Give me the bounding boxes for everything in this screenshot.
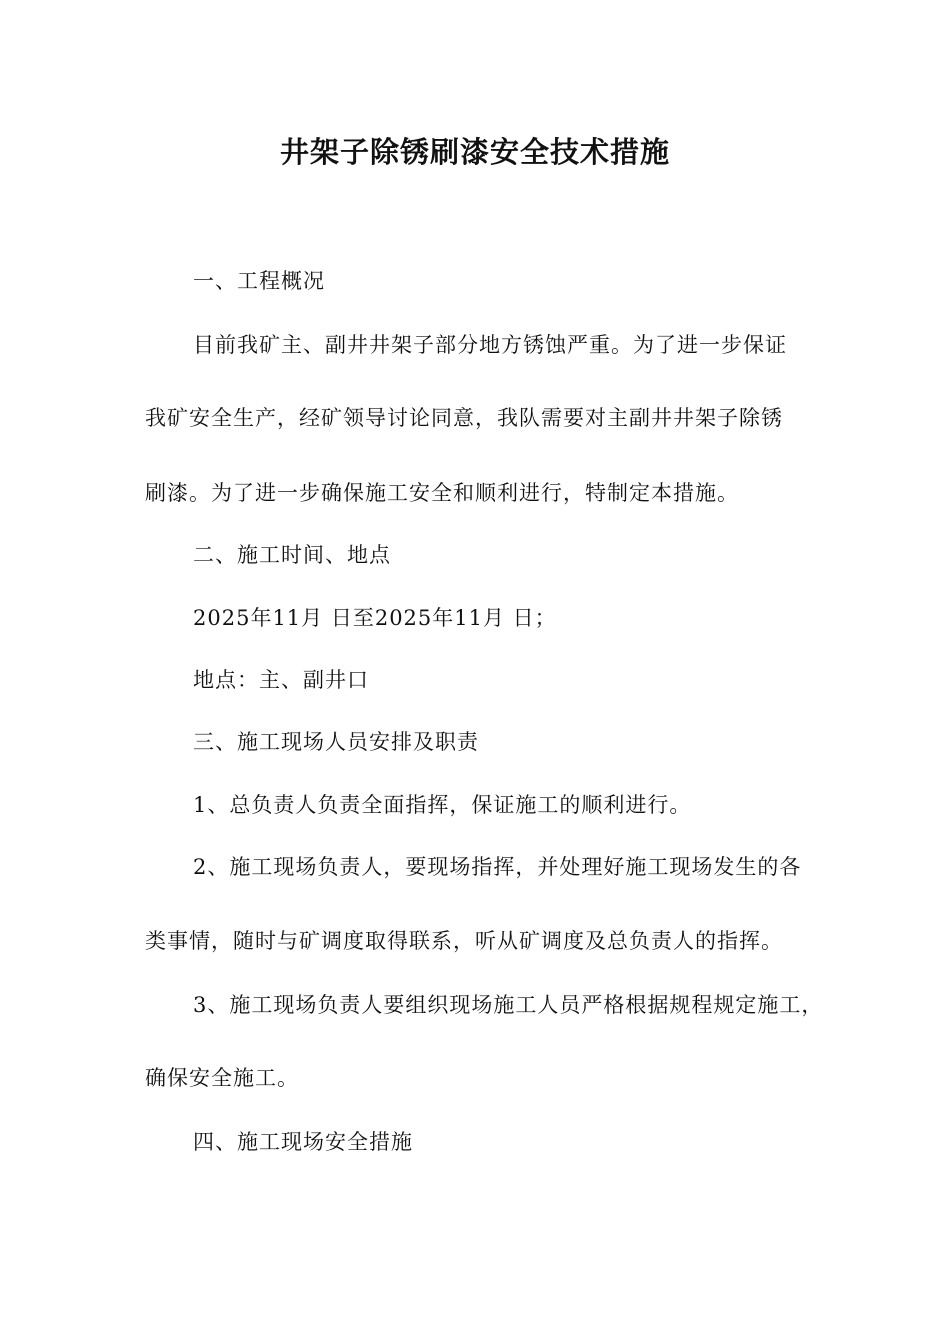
list-item: 1、总负责人负责全面指挥，保证施工的顺利进行。 [193,793,692,817]
section-heading-safety: 四、施工现场安全措施 [193,1130,413,1154]
paragraph-line: 刷漆。为了进一步确保施工安全和顺利进行，特制定本措施。 [145,481,739,505]
document-title: 井架子除锈刷漆安全技术措施 [279,135,670,169]
section-heading-overview: 一、工程概况 [193,269,325,293]
list-item: 2、施工现场负责人，要现场指挥，并处理好施工现场发生的各 [193,855,802,879]
paragraph-line: 类事情，随时与矿调度取得联系，听从矿调度及总负责人的指挥。 [145,929,783,953]
paragraph-line: 目前我矿主、副井井架子部分地方锈蚀严重。为了进一步保证 [193,333,787,357]
paragraph-line: 确保安全施工。 [145,1066,299,1090]
section-heading-personnel: 三、施工现场人员安排及职责 [193,730,479,754]
paragraph-line: 我矿安全生产，经矿领导讨论同意，我队需要对主副井井架子除锈 [145,406,783,430]
paragraph-line: 2025年11月 日至2025年11月 日； [193,606,557,630]
section-heading-time-place: 二、施工时间、地点 [193,543,391,567]
list-item: 3、施工现场负责人要组织现场施工人员严格根据规程规定施工， [193,993,824,1017]
paragraph-line: 地点：主、副井口 [193,668,369,692]
